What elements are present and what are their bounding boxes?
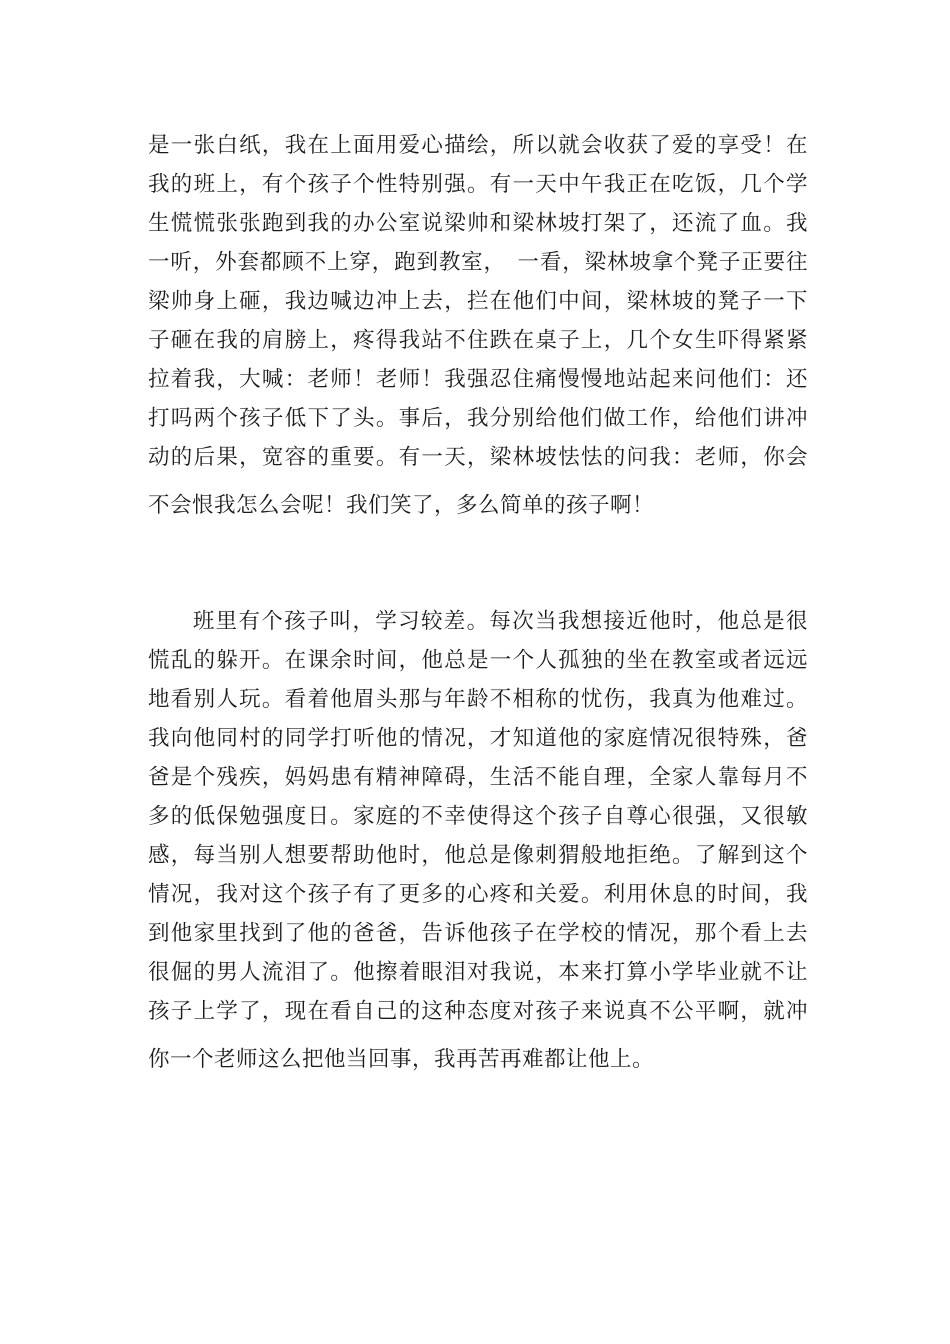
paragraph-line: 打吗两个孩子低下了头。事后，我分别给他们做工作，给他们讲冲: [148, 406, 808, 431]
paragraph-line: 生慌慌张张跑到我的办公室说梁帅和梁林坡打架了，还流了血。我: [148, 211, 808, 236]
paragraph-line: 慌乱的躲开。在课余时间，他总是一个人孤独的坐在教室或者远远: [148, 648, 808, 673]
paragraph-line: 感，每当别人想要帮助他时，他总是像刺猬般地拒绝。了解到这个: [148, 843, 808, 868]
paragraph-line: 地看别人玩。看着他眉头那与年龄不相称的忧伤，我真为他难过。: [148, 687, 808, 712]
paragraph-line: 很倔的男人流泪了。他擦着眼泪对我说，本来打算小学毕业就不让: [148, 960, 808, 985]
paragraph-line: 梁帅身上砸，我边喊边冲上去，拦在他们中间，梁林坡的凳子一下: [148, 289, 808, 314]
paragraph-line: 孩子上学了，现在看自己的这种态度对孩子来说真不公平啊，就冲: [148, 999, 808, 1024]
paragraph-line: 一听，外套都顾不上穿，跑到教室， 一看，梁林坡拿个凳子正要往: [148, 250, 808, 275]
paragraph-line: 子砸在我的肩膀上，疼得我站不住跌在桌子上，几个女生吓得紧紧: [148, 328, 808, 353]
paragraph-line: 是一张白纸，我在上面用爱心描绘，所以就会收获了爱的享受！在: [148, 133, 808, 158]
paragraph-line: 多的低保勉强度日。家庭的不幸使得这个孩子自尊心很强，又很敏: [148, 804, 808, 829]
paragraph-line: 拉着我，大喊：老师！老师！我强忍住痛慢慢地站起来问他们：还: [148, 367, 808, 392]
paragraph-line-text: 班里有个孩子叫，学习较差。每次当我想接近他时，他总是很: [192, 609, 808, 634]
paragraph-line: 你一个老师这么把他当回事，我再苦再难都让他上。: [148, 1047, 655, 1072]
paragraph-line: 情况，我对这个孩子有了更多的心疼和关爱。利用休息的时间，我: [148, 882, 808, 907]
paragraph-line: 动的后果，宽容的重要。有一天，梁林坡怯怯的问我：老师，你会: [148, 445, 808, 470]
paragraph-2: [148, 602, 808, 1079]
paragraph-line: 不会恨我怎么会呢！我们笑了，多么简单的孩子啊！: [148, 493, 655, 518]
paragraph-first-line: [148, 602, 808, 641]
paragraph-line: 我向他同村的同学打听他的情况，才知道他的家庭情况很特殊，爸: [148, 726, 808, 751]
paragraph-line: 爸是个残疾，妈妈患有精神障碍，生活不能自理，全家人靠每月不: [148, 765, 808, 790]
paragraph-1: [148, 126, 808, 525]
paragraph-line: 我的班上，有个孩子个性特别强。有一天中午我正在吃饭，几个学: [148, 172, 808, 197]
paragraph-line: 到他家里找到了他的爸爸，告诉他孩子在学校的情况，那个看上去: [148, 921, 808, 946]
